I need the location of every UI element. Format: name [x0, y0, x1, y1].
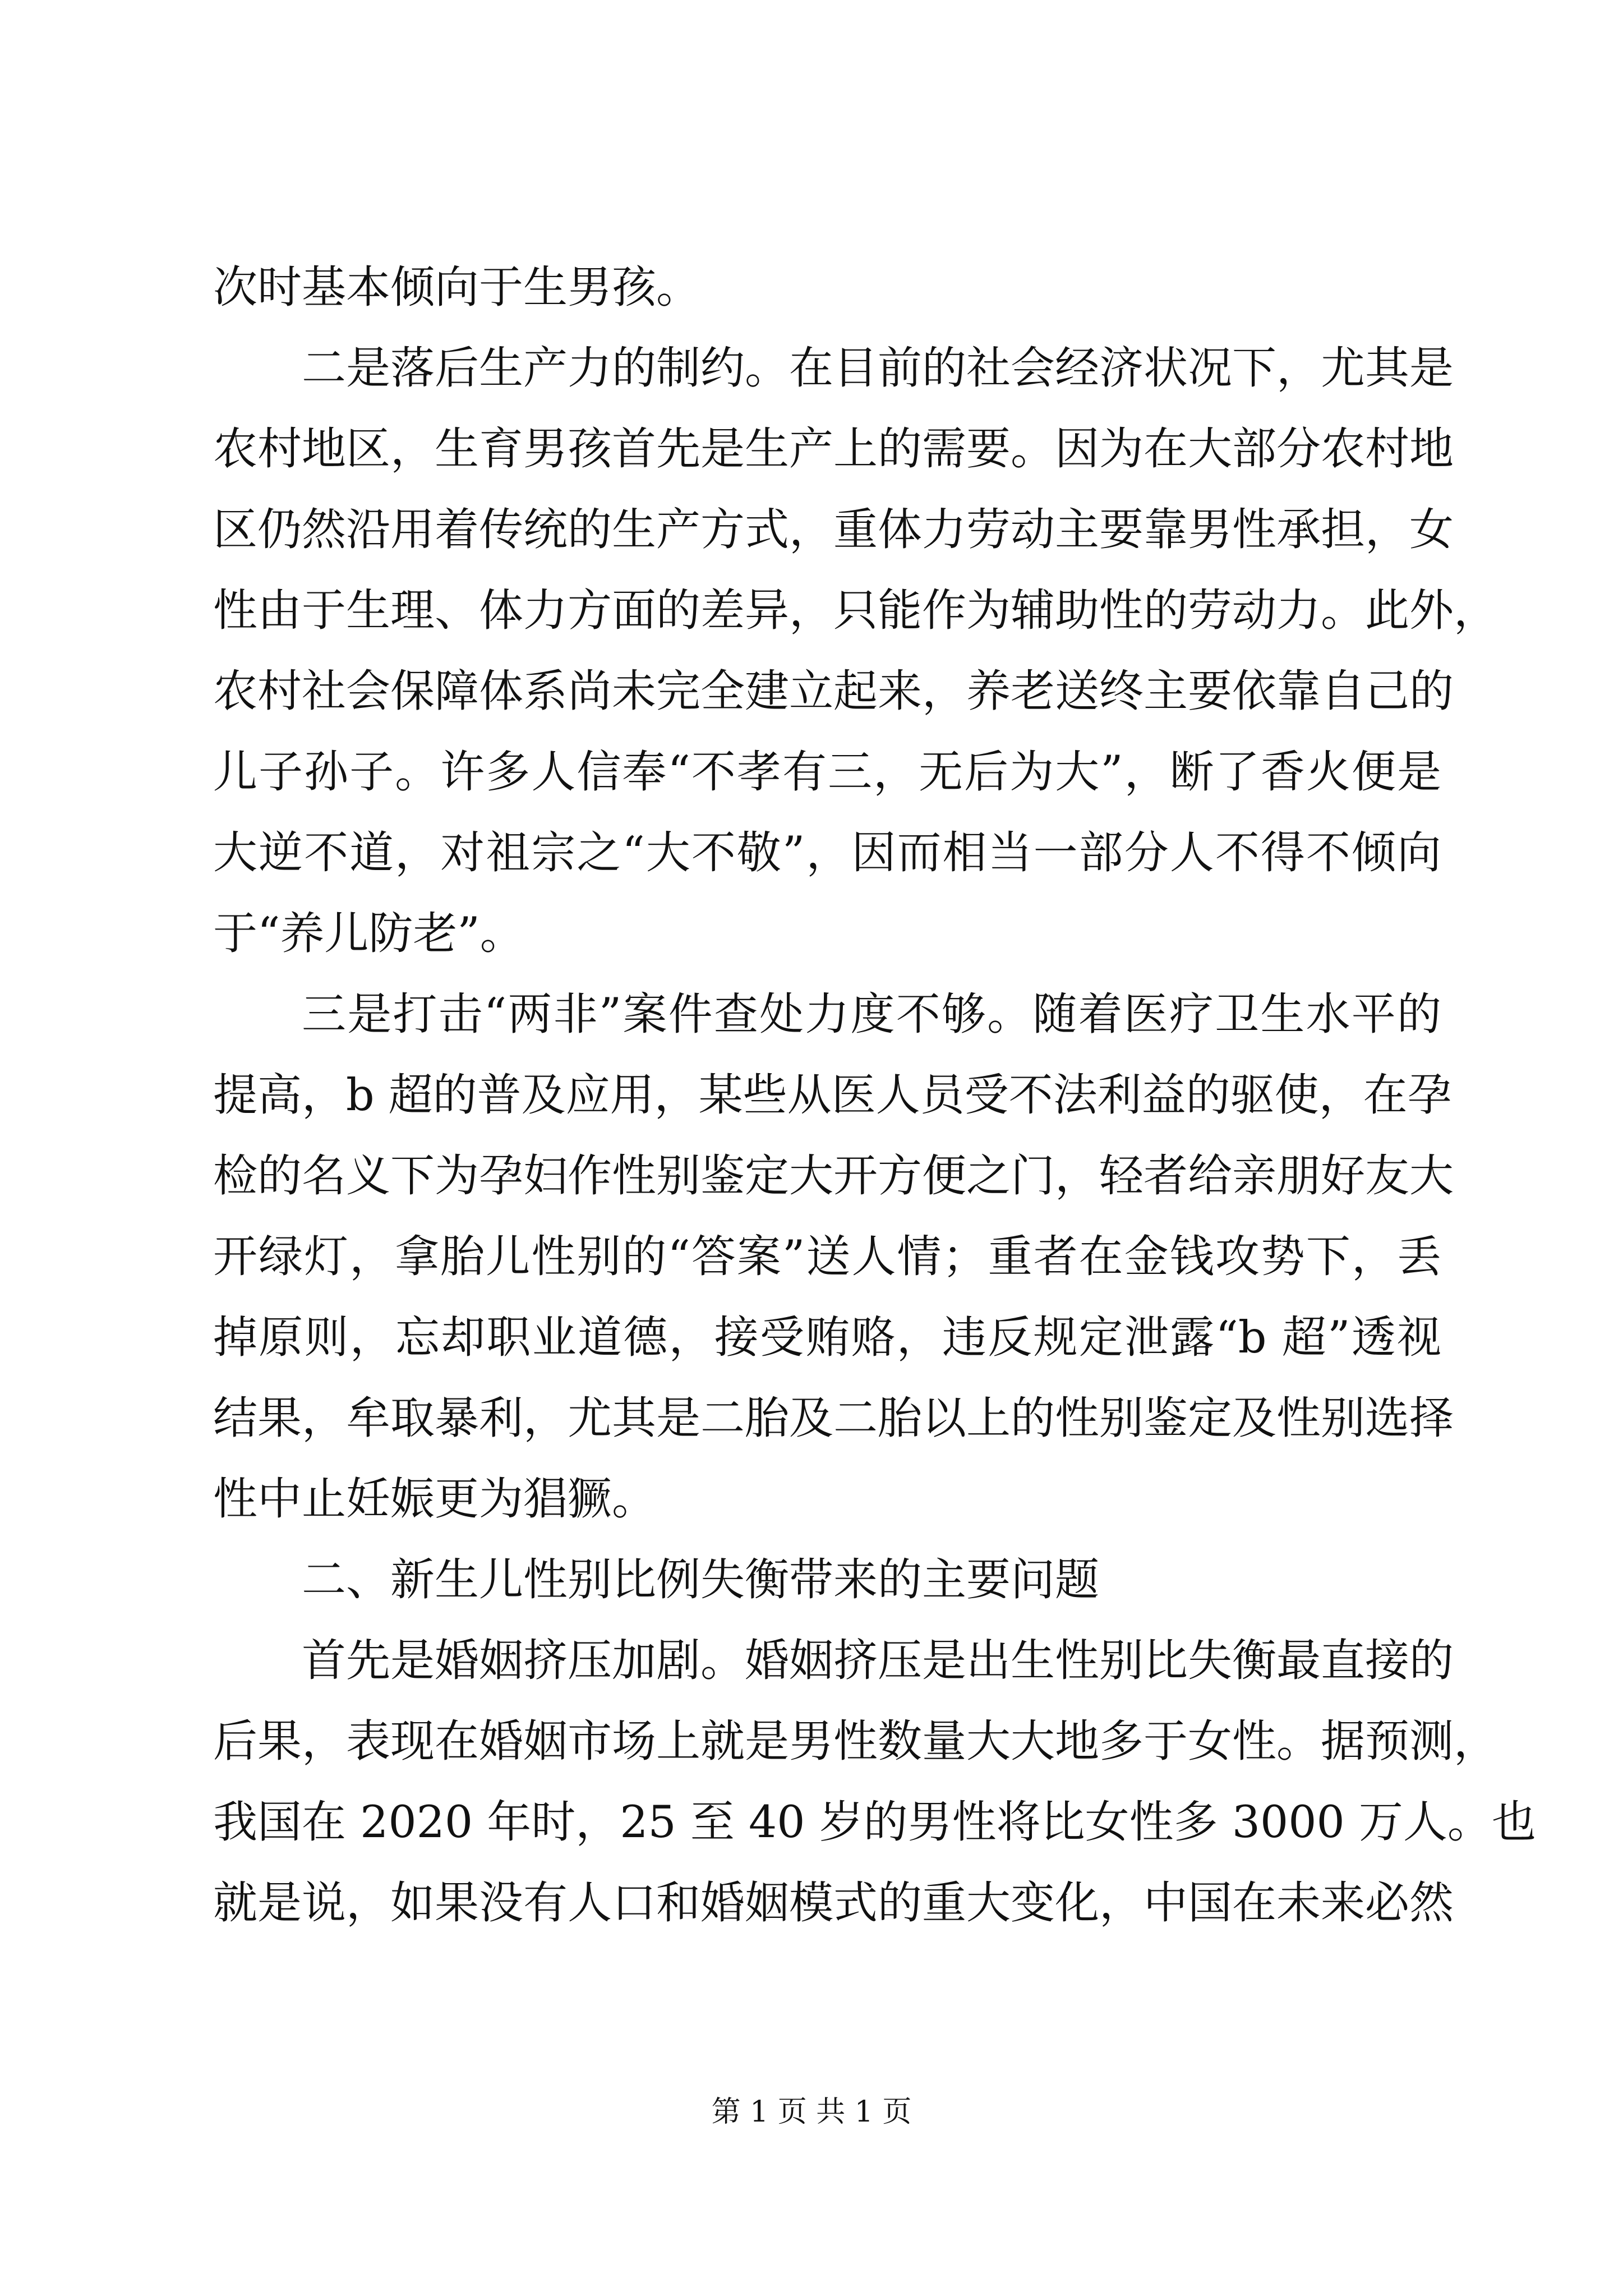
text-line: 提高，b 超的普及应用，某些从医人员受不法利益的驱使，在孕 — [213, 1069, 1452, 1121]
text-line: 大逆不道，对祖宗之“大不敬”，因而相当一部分人不得不倾向 — [213, 827, 1441, 878]
text-line: 开绿灯，拿胎儿性别的“答案”送人情；重者在金钱攻势下，丢 — [213, 1231, 1441, 1282]
body-text — [213, 247, 1536, 1943]
page-number-label: 第 1 页 共 1 页 — [711, 2095, 912, 2129]
text-line: 区仍然沿用着传统的生产方式，重体力劳动主要靠男性承担，女 — [213, 504, 1454, 555]
text-line: 后果，表现在婚姻市场上就是男性数量大大地多于女性。据预测， — [213, 1715, 1498, 1767]
text-line: 农村地区，生育男孩首先是生产上的需要。因为在大部分农村地 — [213, 423, 1454, 475]
text-line: 掉原则，忘却职业道德，接受贿赂，违反规定泄露“b 超”透视 — [213, 1312, 1441, 1363]
page-footer — [0, 2092, 1623, 2132]
text-line: 结果，牟取暴利，尤其是二胎及二胎以上的性别鉴定及性别选择 — [213, 1392, 1454, 1444]
text-line: 次时基本倾向于生男孩。 — [213, 261, 700, 313]
paragraph-first-line: 二是落后生产力的制约。在目前的社会经济状况下，尤其是 — [302, 342, 1454, 394]
section-heading: 二、新生儿性别比例失衡带来的主要问题 — [302, 1554, 1099, 1605]
text-line: 于“养儿防老”。 — [213, 908, 524, 959]
text-line: 检的名义下为孕妇作性别鉴定大开方便之门，轻者给亲朋好友大 — [213, 1150, 1454, 1202]
text-line: 儿子孙子。许多人信奉“不孝有三，无后为大”，断了香火便是 — [213, 746, 1441, 798]
text-line: 我国在 2020 年时，25 至 40 岁的男性将比女性多 3000 万人。也 — [213, 1796, 1536, 1848]
text-line: 就是说，如果没有人口和婚姻模式的重大变化，中国在未来必然 — [213, 1877, 1454, 1929]
text-line: 性由于生理、体力方面的差异，只能作为辅助性的劳动力。此外， — [213, 585, 1498, 636]
paragraph-first-line: 三是打击“两非”案件查处力度不够。随着医疗卫生水平的 — [302, 988, 1441, 1040]
text-line: 性中止妊娠更为猖獗。 — [213, 1473, 656, 1525]
paragraph-first-line: 首先是婚姻挤压加剧。婚姻挤压是出生性别比失衡最直接的 — [302, 1635, 1454, 1686]
text-line: 农村社会保障体系尚未完全建立起来，养老送终主要依靠自己的 — [213, 665, 1454, 717]
